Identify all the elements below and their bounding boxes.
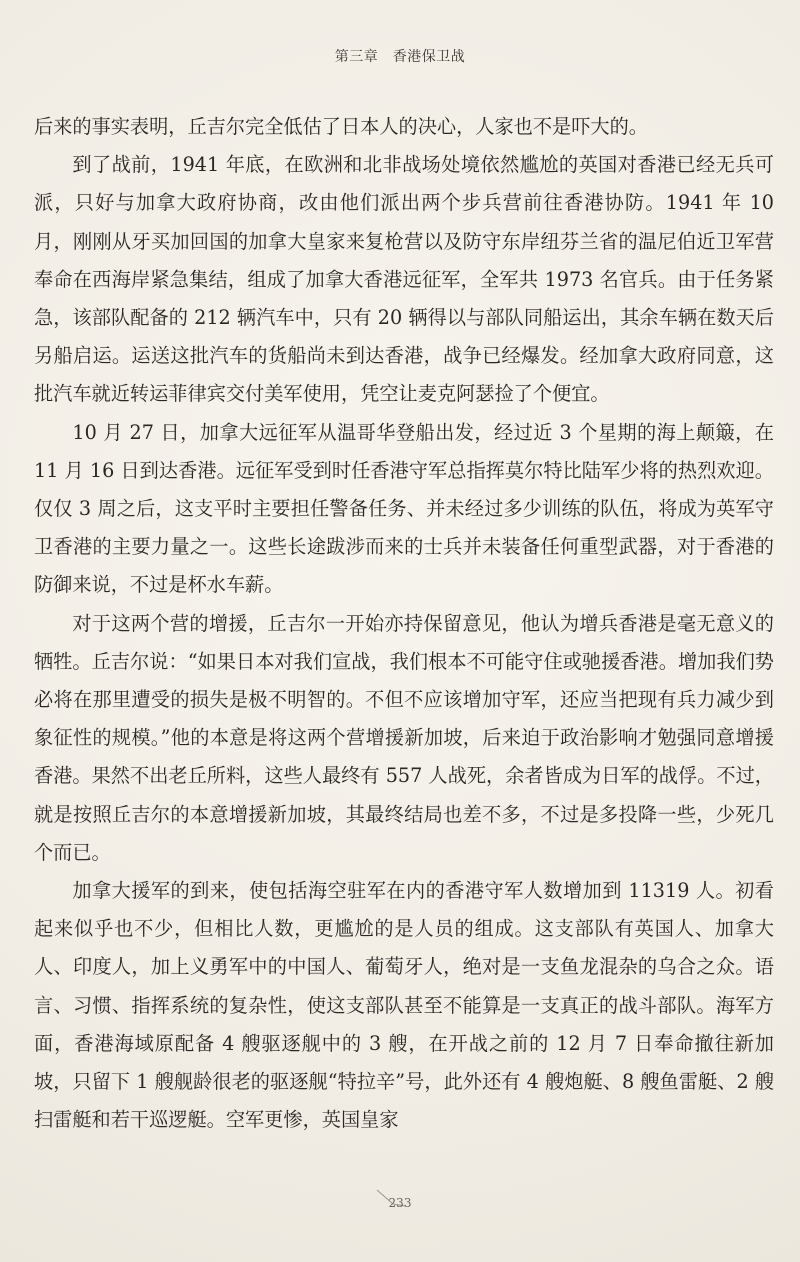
paragraph-4: 对于这两个营的增援，丘吉尔一开始亦持保留意见，他认为增兵香港是毫无意义的牺牲。丘吉尔说：“如果日本对我们宣战，我们根本不可能守住或驰援香港。增加我们势必将在那里遭受的损失是极不明智的。不但不应该增加守军，还应当把现有兵力减少到象征性的规模。”他的本意是将这两个营增援新加坡，后来迫于政治影响才勉强同意增援香港。果然不出老丘所料，这些人最终有 557 人战死，余者皆成为日军的战俘。不过，就是按照丘吉尔的本意增援新加坡，其最终结局也差不多，不过是多投降一些，少死几个而已。	[34, 611, 774, 864]
body-text	[34, 108, 774, 1139]
chapter-header: 第三章 香港保卫战	[334, 49, 466, 65]
paragraph-1: 后来的事实表明，丘吉尔完全低估了日本人的决心，人家也不是吓大的。	[34, 115, 648, 138]
paragraph-2: 到了战前，1941 年底，在欧洲和北非战场处境依然尴尬的英国对香港已经无兵可派，只好与加拿大政府协商，改由他们派出两个步兵营前往香港协防。1941 年 10 月，刚刚从牙买加回国的加拿大皇家来复枪营以及防守东岸纽芬兰省的温尼伯近卫军营奉命在西海岸紧急集结，组成了加拿大香港远征军，全军共 1973 名官兵。由于任务紧急，该部队配备的 212 辆汽车中，只有 20 辆得以与部队同船运出，其余车辆在数天后另船启运。运送这批汽车的货船尚未到达香港，战争已经爆发。经加拿大政府同意，这批汽车就近转运菲律宾交付美军使用，凭空让麦克阿瑟捡了个便宜。	[34, 153, 774, 406]
paragraph-3: 10 月 27 日，加拿大远征军从温哥华登船出发，经过近 3 个星期的海上颠簸，在 11 月 16 日到达香港。远征军受到时任香港守军总指挥莫尔特比陆军少将的热烈欢迎。仅仅 3 周之后，这支平时主要担任警备任务、并未经过多少训练的队伍，将成为英军守卫香港的主要力量之一。这些长途跋涉而来的士兵并未装备任何重型武器，对于香港的防御来说，不过是杯水车薪。	[34, 420, 774, 597]
paragraph-5: 加拿大援军的到来，使包括海空驻军在内的香港守军人数增加到 11319 人。初看起来似乎也不少，但相比人数，更尴尬的是人员的组成。这支部队有英国人、加拿大人、印度人，加上义勇军中的中国人、葡萄牙人，绝对是一支鱼龙混杂的乌合之众。语言、习惯、指挥系统的复杂性，使这支部队甚至不能算是一支真正的战斗部队。海军方面，香港海域原配备 4 艘驱逐舰中的 3 艘，在开战之前的 12 月 7 日奉命撤往新加坡，只留下 1 艘舰龄很老的驱逐舰“特拉辛”号，此外还有 4 艘炮艇、8 艘鱼雷艇、2 艘扫雷艇和若干巡逻艇。空军更惨，英国皇家	[34, 879, 774, 1132]
page-number: 233	[388, 1196, 412, 1210]
